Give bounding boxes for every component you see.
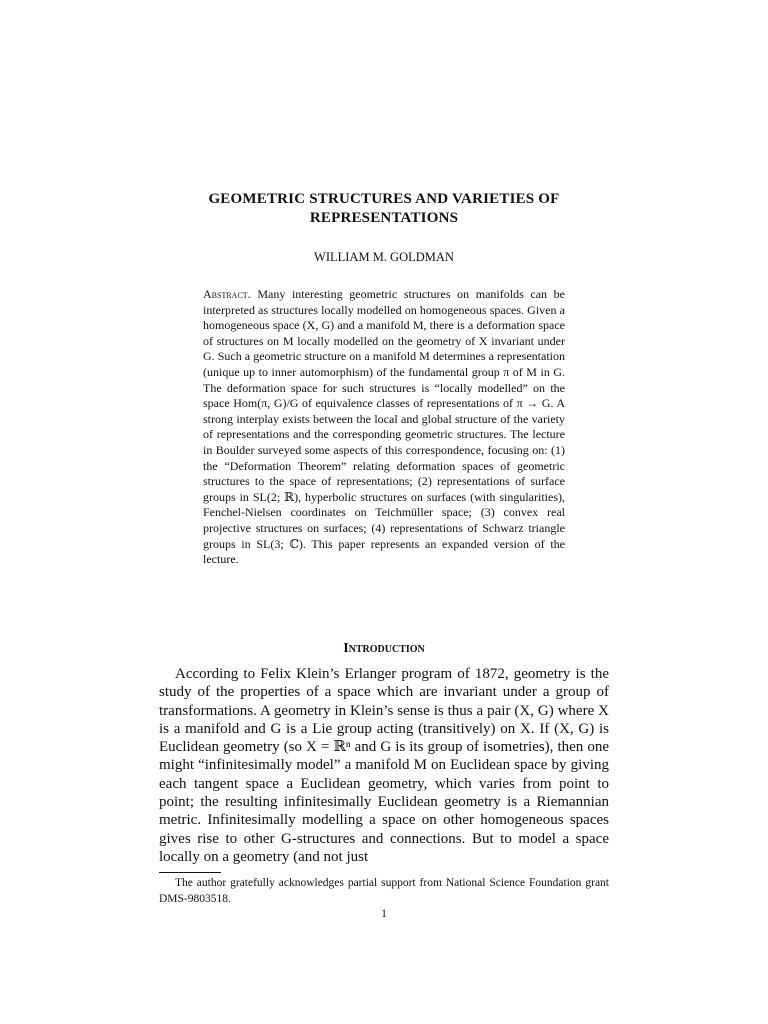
- title-line-1: GEOMETRIC STRUCTURES AND VARIETIES OF: [208, 191, 560, 207]
- intro-paragraph: According to Felix Klein’s Erlanger program of 1872, geometry is the study of the properties of a space which are invariant under a group of transformations. A geometry in Klein’s sense is thus a pair (X, G) where X is a manifold and G is a Lie group acting (transitively) on X. If (X, G) is Euclidean geometry (so X = ℝⁿ and G is its group of isometries), then one might “infinitesimally model” a manifold M on Euclidean space by giving each tangent space a Euclidean geometry, which varies from point to point; the resulting infinitesimally Euclidean geometry is a Riemannian metric. Infinitesimally modelling a space on other homogeneous spaces gives rise to other G-structures and connections. But to model a space locally on a geometry (and not just: [159, 666, 609, 865]
- abstract-text: Many interesting geometric structures on manifolds can be interpreted as structures locally modelled on homogeneous spaces. Given a homogeneous space (X, G) and a manifold M, there is a deformation space of structures on M locally modelled on the geometry of X invariant under G. Such a geometric structure on a manifold M determines a representation (unique up to inner automorphism) of the fundamental group π of M in G. The deformation space for such structures is “locally modelled” on the space Hom(π, G)/G of equivalence classes of representations of π → G. A strong interplay exists between the local and global structure of the variety of representations and the corresponding geometric structures. The lecture in Boulder surveyed some aspects of this correspondence, focusing on: (1) the “Deformation Theorem” relating deformation spaces of geometric structures to the space of representations; (2) representations of surface groups in SL(2; ℝ), hyperbolic structures on surfaces (with singularities), Fenchel-Nielsen coordinates on Teichmüller space; (3) convex real projective structures on surfaces; (4) representations of Schwarz triangle groups in SL(3; ℂ). This paper represents an expanded version of the lecture.: [203, 287, 565, 567]
- section-heading-introduction: Introduction: [343, 641, 425, 656]
- page-number: 1: [381, 908, 387, 920]
- abstract-label: Abstract.: [203, 287, 251, 301]
- author-name: WILLIAM M. GOLDMAN: [314, 250, 454, 264]
- title-line-2: REPRESENTATIONS: [309, 210, 459, 226]
- paper-title: [150, 190, 618, 228]
- abstract-block: [203, 287, 565, 568]
- footnote: The author gratefully acknowledges partial support from National Science Foundation grant DMS-9803518.: [159, 877, 609, 905]
- footnote-divider: [159, 872, 221, 873]
